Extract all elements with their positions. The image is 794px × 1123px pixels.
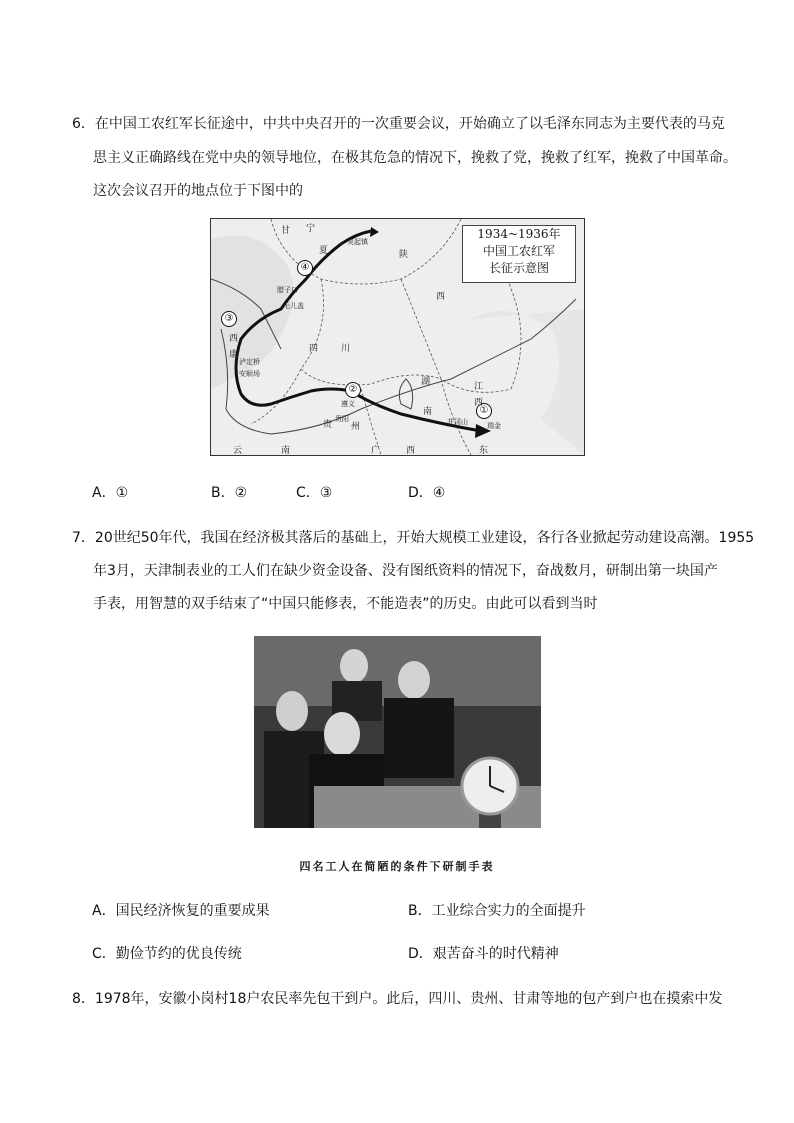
map-label-xia: 夏 xyxy=(319,246,329,256)
map-label-maoergai: 毛儿盖 xyxy=(283,302,304,310)
map-title-line1: 1934~1936年 xyxy=(477,227,561,241)
map-label-yun: 云 xyxy=(233,446,243,456)
map-label-si: 四 xyxy=(309,344,319,354)
map-label-gan: 甘 xyxy=(281,226,291,236)
map-label-ludingqiao: 泸定桥 xyxy=(239,358,260,366)
map-label-xi-1: 西 xyxy=(436,292,446,302)
workers-photo xyxy=(254,636,541,828)
map-label-guiyang: 贵阳 xyxy=(335,415,349,423)
q7-stem-line2: 年3月，天津制表业的工人们在缺少资金设备、没有图纸资料的情况下，奋战数月，研制出第一块国产 xyxy=(93,563,718,579)
map-label-xi-3: 西 xyxy=(474,398,484,408)
map-legend xyxy=(462,225,576,283)
q7-option-a[interactable]: A．国民经济恢复的重要成果 xyxy=(92,903,270,919)
q6-option-d[interactable]: D．④ xyxy=(408,485,446,501)
q6-stem-line3: 这次会议召开的地点位于下图中的 xyxy=(93,183,303,199)
q7-option-d[interactable]: D．艰苦奋斗的时代精神 xyxy=(408,946,559,962)
map-marker-1: ① xyxy=(476,403,492,419)
photo-caption: 四名工人在简陋的条件下研制手表 xyxy=(299,860,495,873)
map-label-anshunchang: 安顺场 xyxy=(239,370,260,378)
map-title-line3: 长征示意图 xyxy=(488,261,549,275)
map-label-xi-4: 西 xyxy=(406,446,416,456)
map-label-zhou: 州 xyxy=(351,422,361,432)
map-label-dong: 东 xyxy=(479,446,489,456)
q6-option-c[interactable]: C．③ xyxy=(296,485,333,501)
map-label-nan-2: 南 xyxy=(281,446,291,456)
q6-option-b[interactable]: B．② xyxy=(211,485,248,501)
map-label-nan-1: 南 xyxy=(423,407,433,417)
map-label-shaan: 陕 xyxy=(399,250,409,260)
map-label-lazikou: 腊子口 xyxy=(277,286,298,294)
map-label-jiang: 江 xyxy=(474,382,484,392)
map-label-hu: 湖 xyxy=(421,377,431,387)
q7-stem-line1: 7．20世纪50年代，我国在经济极其落后的基础上，开始大规模工业建设，各行各业掀起劳动建设高潮。1955 xyxy=(72,530,755,546)
map-label-wuqizhen: 吴起镇 xyxy=(347,238,368,246)
map-label-jinggangshan: 井冈山 xyxy=(447,418,468,426)
map-marker-3: ③ xyxy=(221,311,237,327)
map-label-ning: 宁 xyxy=(306,224,316,234)
q7-option-b[interactable]: B．工业综合实力的全面提升 xyxy=(408,903,586,919)
map-label-chuan: 川 xyxy=(341,344,351,354)
map-title-line2: 中国工农红军 xyxy=(482,244,555,258)
map-marker-2: ② xyxy=(345,382,361,398)
map-label-kang: 康 xyxy=(229,350,239,360)
map-label-ruijin: 瑞金 xyxy=(487,422,501,430)
map-label-gui: 贵 xyxy=(323,420,333,430)
q6-option-a[interactable]: A．① xyxy=(92,485,129,501)
photo-illustration xyxy=(254,636,541,828)
map-label-xi-2: 西 xyxy=(229,334,239,344)
map-label-guang: 广 xyxy=(371,446,381,456)
q6-stem-line2: 思主义正确路线在党中央的领导地位，在极其危急的情况下，挽救了党，挽救了红军，挽救了中国革命。 xyxy=(93,150,737,166)
q7-option-c[interactable]: C．勤俭节约的优良传统 xyxy=(92,946,242,962)
q8-stem-line1: 8．1978年，安徽小岗村18户农民率先包干到户。此后，四川、贵州、甘肃等地的包产到户也在摸索中发 xyxy=(72,991,723,1007)
map-label-zunyi: 遵义 xyxy=(341,400,355,408)
long-march-map xyxy=(210,218,585,456)
map-marker-4: ④ xyxy=(297,260,313,276)
q7-stem-line3: 手表，用智慧的双手结束了“中国只能修表，不能造表”的历史。由此可以看到当时 xyxy=(93,596,598,612)
q6-stem-line1: 6．在中国工农红军长征途中，中共中央召开的一次重要会议，开始确立了以毛泽东同志为主要代表的马克 xyxy=(72,116,725,132)
